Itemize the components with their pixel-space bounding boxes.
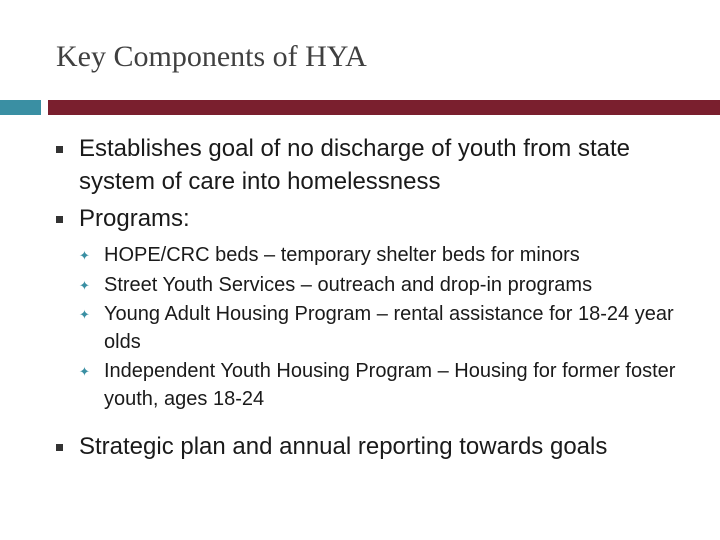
programs-list <box>56 242 706 413</box>
bullet-text: Programs: <box>79 205 190 232</box>
program-text: HOPE/CRC beds – temporary shelter beds for minors <box>104 244 580 266</box>
square-bullet-icon <box>56 444 63 451</box>
wingding-bullet-icon: ✦ <box>79 307 90 322</box>
wingding-bullet-icon: ✦ <box>79 364 90 379</box>
bullet-programs <box>56 202 706 235</box>
program-item <box>56 242 706 270</box>
program-item <box>56 272 706 300</box>
slide-title: Key Components of HYA <box>56 40 367 73</box>
wingding-bullet-icon: ✦ <box>79 248 90 263</box>
bullet-goal <box>56 132 706 198</box>
square-bullet-icon <box>56 216 63 223</box>
wingding-bullet-icon: ✦ <box>79 277 90 293</box>
bullet-text: Establishes goal of no discharge of youth from state system of care into homelessness <box>79 135 630 195</box>
accent-bar-teal <box>0 100 41 115</box>
square-bullet-icon <box>56 146 63 153</box>
program-text: Independent Youth Housing Program – Housing for former foster youth, ages 18-24 <box>104 360 676 410</box>
program-text: Young Adult Housing Program – rental assistance for 18-24 year olds <box>104 303 674 353</box>
program-item <box>56 358 706 413</box>
slide-body <box>56 132 706 463</box>
bullet-text: Strategic plan and annual reporting towards goals <box>79 433 608 460</box>
program-item <box>56 301 706 356</box>
program-text: Street Youth Services – outreach and drop-in programs <box>104 273 593 296</box>
accent-bar-maroon <box>48 100 720 115</box>
bullet-strategic-plan <box>56 430 706 463</box>
